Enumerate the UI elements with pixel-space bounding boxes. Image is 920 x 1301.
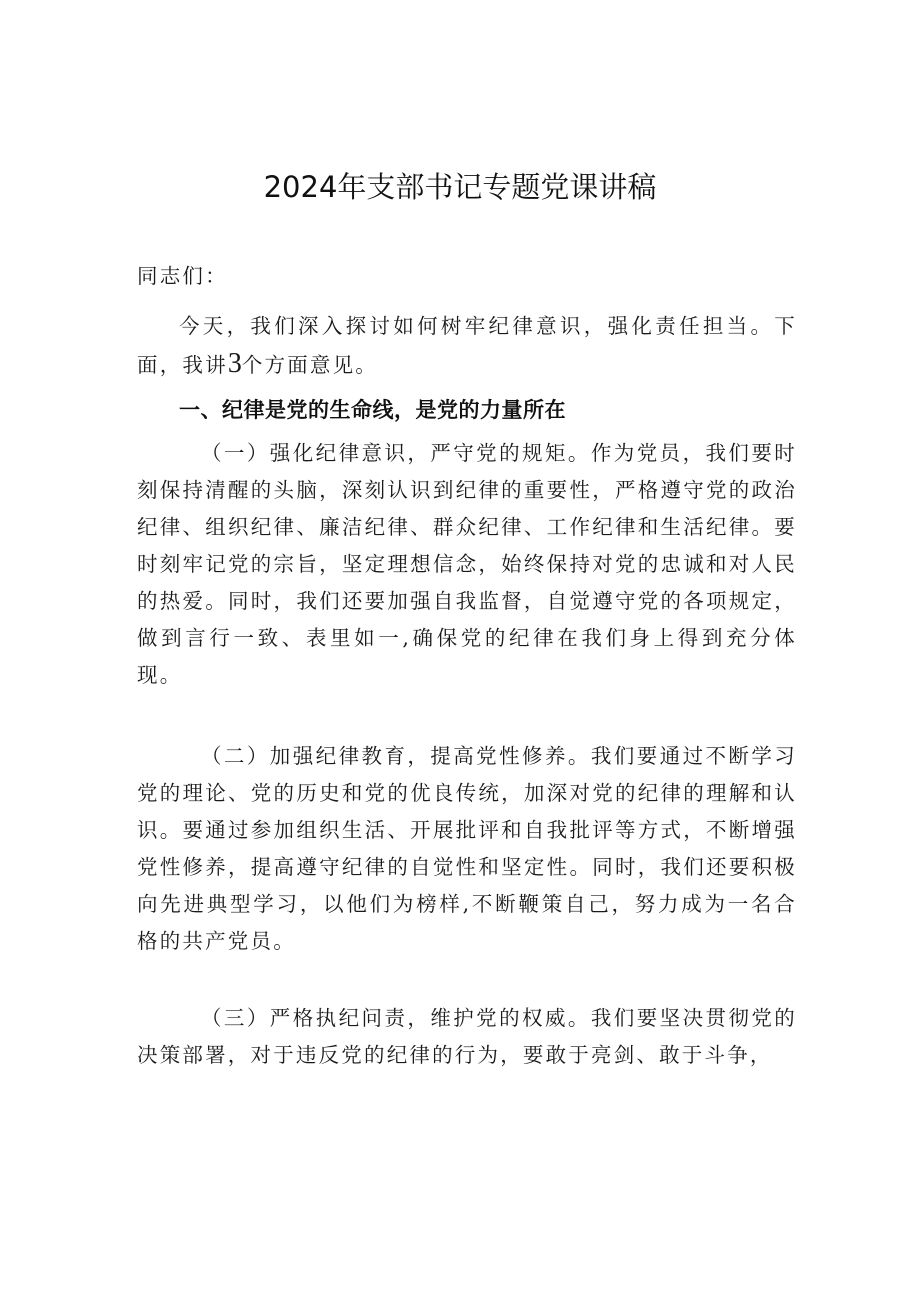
intro-text-after: 个方面意见。 (241, 353, 379, 377)
intro-number: 3 (227, 348, 242, 379)
document-title: 2024年支部书记专题党课讲稿 (263, 170, 657, 204)
section-1-heading: 一、纪律是党的生命线，是党的力量所在 (179, 398, 566, 422)
paragraph-1: （一）强化纪律意识，严守党的规矩。作为党员，我们要时刻保持清醒的头脑，深刻认识到纪律的重要性，严格遵守党的政治纪律、组织纪律、廉洁纪律、群众纪律、工作纪律和生活纪律。要时刻牢记党的宗旨，坚定理想信念，始终保持对党的忠诚和对人民的热爱。同时，我们还要加强自我监督，自觉遵守党的各项规定，做到言行一致、表里如一,确保党的纪律在我们身上得到充分体现。 (137, 441, 797, 687)
greeting: 同志们： (137, 264, 228, 288)
intro-text-before: 今天，我们深入探讨如何树牢纪律意识，强化责任担当。下面，我讲 (137, 314, 797, 377)
intro-paragraph (137, 308, 797, 384)
paragraph-2: （二）加强纪律教育，提高党性修养。我们要通过不断学习党的理论、党的历史和党的优良传统，加深对党的纪律的理解和认识。要通过参加组织生活、开展批评和自我批评等方式，不断增强党性修养，提高遵守纪律的自觉性和坚定性。同时，我们还要积极向先进典型学习，以他们为榜样,不断鞭策自己，努力成为一名合格的共产党员。 (137, 744, 797, 953)
paragraph-3: （三）严格执纪问责，维护党的权威。我们要坚决贯彻党的决策部署，对于违反党的纪律的行为，要敢于亮剑、敢于斗争， (137, 1006, 797, 1067)
